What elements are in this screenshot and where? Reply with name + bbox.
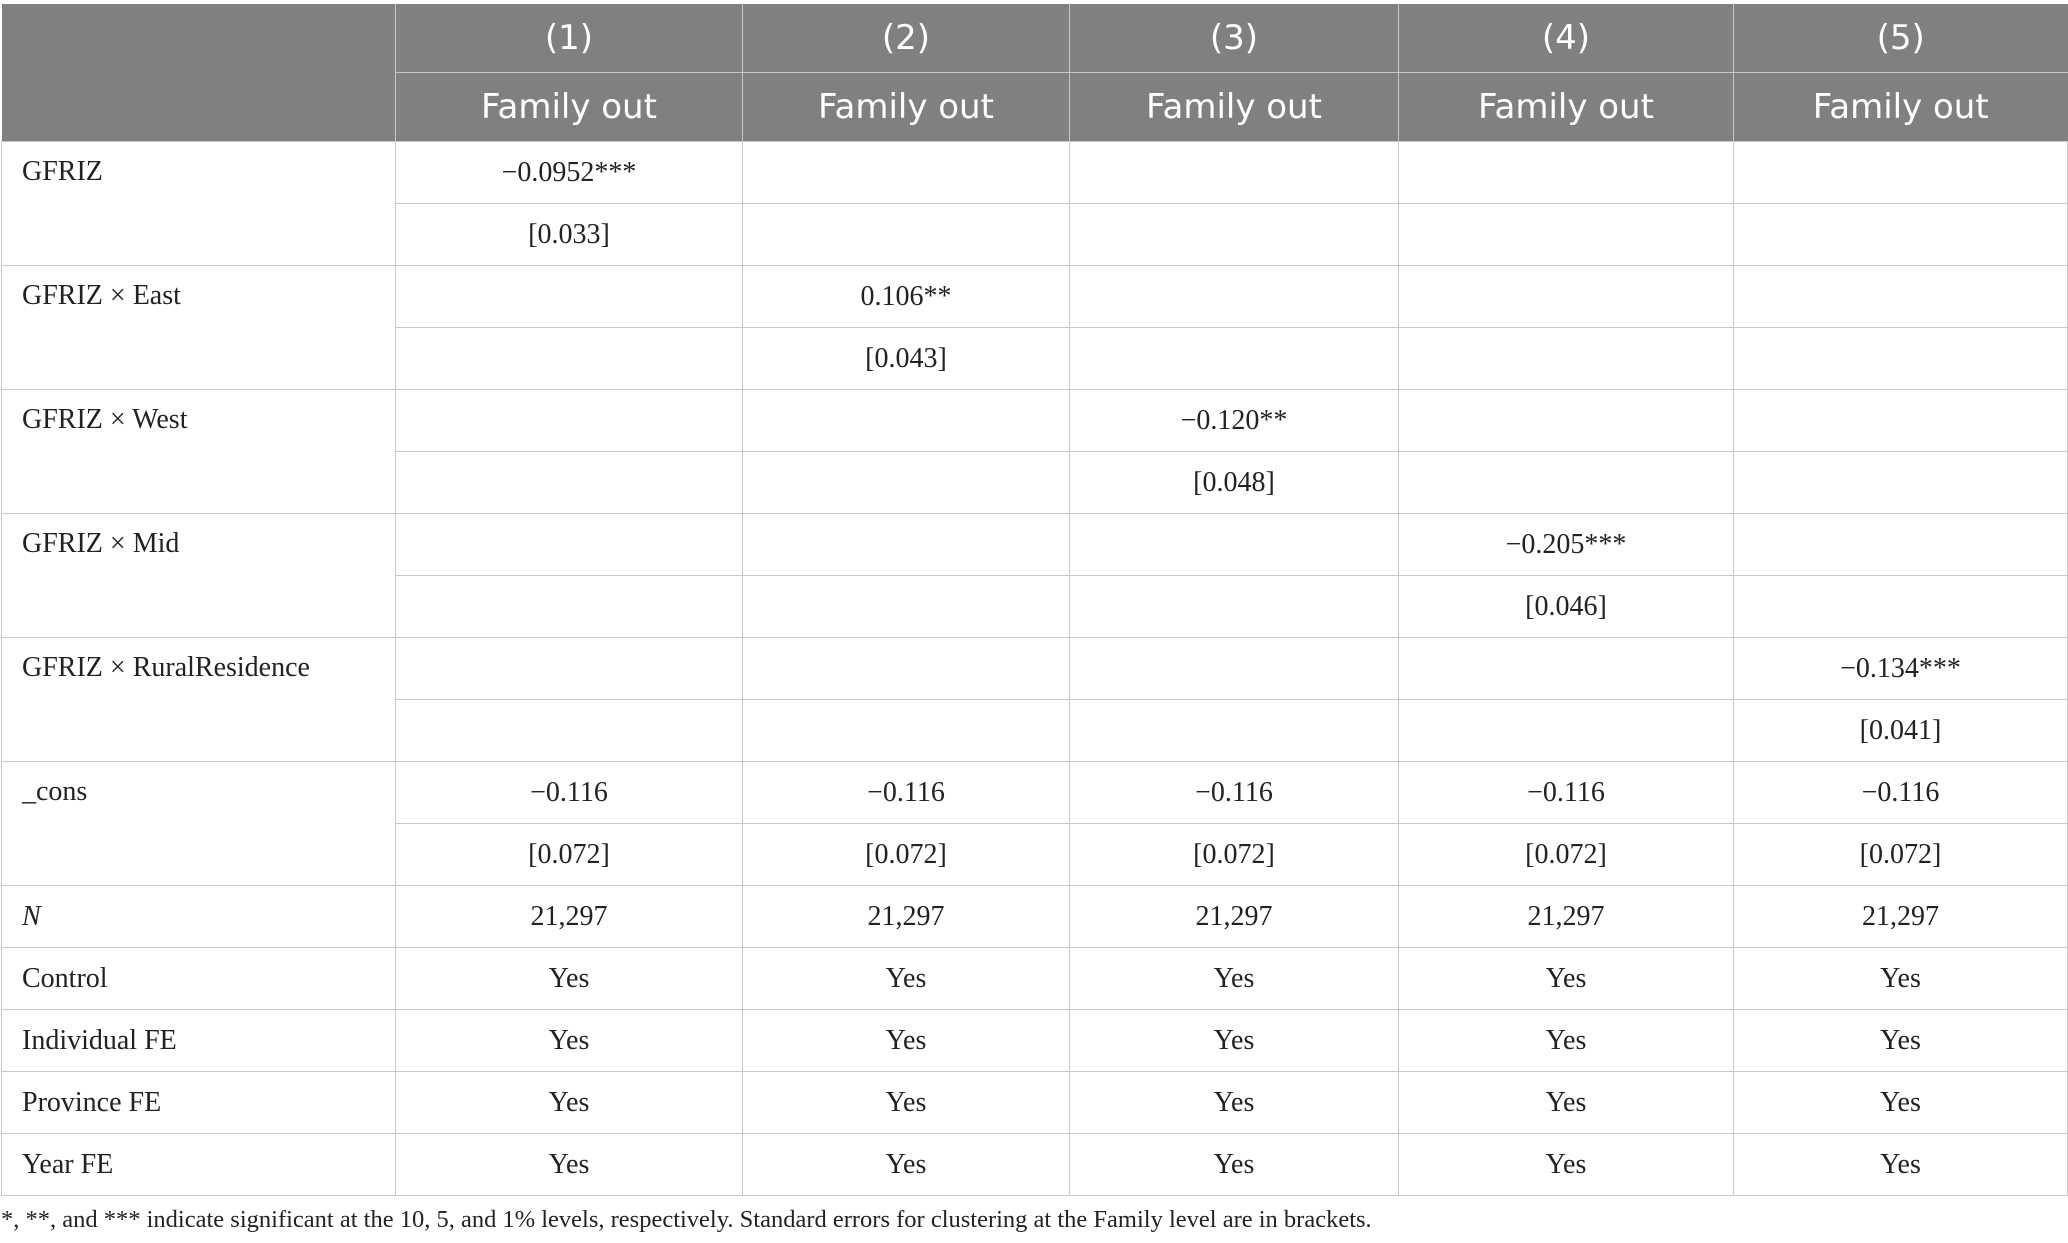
dependent-variable-3: Family out [1070, 73, 1399, 142]
stat-cell: Yes [396, 948, 743, 1010]
stat-row-control [2, 948, 2068, 1010]
stat-cell: Yes [1070, 1134, 1399, 1196]
se-cell: [0.041] [1734, 700, 2068, 762]
coef-row [2, 142, 2068, 204]
stat-cell: Yes [743, 1010, 1070, 1072]
coef-cell [743, 514, 1070, 576]
coef-cell: −0.116 [743, 762, 1070, 824]
column-number-1: (1) [396, 4, 743, 73]
coef-cell: −0.0952*** [396, 142, 743, 204]
se-cell: [0.048] [1070, 452, 1399, 514]
stat-cell: Yes [743, 948, 1070, 1010]
stat-cell: 21,297 [1399, 886, 1734, 948]
table-body [2, 142, 2068, 1196]
coef-cell [1399, 638, 1734, 700]
coef-cell: −0.116 [396, 762, 743, 824]
stat-row-province-fe [2, 1072, 2068, 1134]
se-cell [1734, 452, 2068, 514]
coef-cell [1734, 390, 2068, 452]
coef-cell [743, 142, 1070, 204]
stat-row-individual-fe [2, 1010, 2068, 1072]
stat-row-n [2, 886, 2068, 948]
se-cell [1399, 700, 1734, 762]
row-label: Individual FE [2, 1010, 396, 1072]
stat-cell: Yes [743, 1072, 1070, 1134]
coef-cell [396, 514, 743, 576]
coef-cell: −0.116 [1399, 762, 1734, 824]
stat-cell: Yes [1399, 1134, 1734, 1196]
coef-row [2, 638, 2068, 700]
row-label: Province FE [2, 1072, 396, 1134]
coef-cell [1399, 390, 1734, 452]
stat-cell: Yes [1399, 1010, 1734, 1072]
header-row-column-numbers [2, 4, 2068, 73]
stat-cell: Yes [1734, 948, 2068, 1010]
stat-cell: Yes [396, 1072, 743, 1134]
column-number-2: (2) [743, 4, 1070, 73]
se-cell [743, 204, 1070, 266]
coef-row [2, 762, 2068, 824]
row-label: GFRIZ × RuralResidence [2, 638, 396, 762]
se-cell [1070, 576, 1399, 638]
coef-cell: 0.106** [743, 266, 1070, 328]
row-label: GFRIZ × Mid [2, 514, 396, 638]
coef-cell [1734, 142, 2068, 204]
coef-cell [743, 390, 1070, 452]
row-label: Control [2, 948, 396, 1010]
coef-cell [1070, 638, 1399, 700]
se-cell: [0.043] [743, 328, 1070, 390]
stat-cell: 21,297 [1734, 886, 2068, 948]
coef-cell [396, 638, 743, 700]
regression-table-figure [0, 4, 2068, 1234]
coef-cell [1070, 266, 1399, 328]
stat-cell: Yes [396, 1134, 743, 1196]
stat-cell: Yes [1070, 948, 1399, 1010]
se-cell [1734, 204, 2068, 266]
se-cell: [0.072] [743, 824, 1070, 886]
se-cell [1734, 328, 2068, 390]
coef-cell: −0.134*** [1734, 638, 2068, 700]
row-label: GFRIZ × West [2, 390, 396, 514]
coef-cell: −0.205*** [1399, 514, 1734, 576]
stat-cell: Yes [1070, 1072, 1399, 1134]
coef-row [2, 266, 2068, 328]
stat-cell: 21,297 [743, 886, 1070, 948]
dependent-variable-1: Family out [396, 73, 743, 142]
stat-cell: Yes [1734, 1134, 2068, 1196]
coef-cell [743, 638, 1070, 700]
stat-cell: Yes [1734, 1072, 2068, 1134]
se-cell: [0.072] [1734, 824, 2068, 886]
dependent-variable-2: Family out [743, 73, 1070, 142]
column-number-4: (4) [1399, 4, 1734, 73]
column-number-3: (3) [1070, 4, 1399, 73]
coef-cell [396, 266, 743, 328]
se-cell [1070, 328, 1399, 390]
coef-cell [1070, 142, 1399, 204]
coef-cell [1070, 514, 1399, 576]
dependent-variable-4: Family out [1399, 73, 1734, 142]
coef-cell: −0.120** [1070, 390, 1399, 452]
n-label: N [22, 900, 41, 932]
row-label: Year FE [2, 1134, 396, 1196]
se-cell [396, 328, 743, 390]
coef-cell [1399, 142, 1734, 204]
row-label [2, 886, 396, 948]
se-cell [396, 700, 743, 762]
row-label: GFRIZ × East [2, 266, 396, 390]
table-footnote: *, **, and *** indicate significant at the 10, 5, and 1% levels, respectively. Standard errors for clustering at the Family level are in brackets. [1, 1206, 1372, 1233]
se-cell [1734, 576, 2068, 638]
coef-row [2, 390, 2068, 452]
se-cell [1399, 452, 1734, 514]
se-cell [396, 452, 743, 514]
se-cell [396, 576, 743, 638]
stat-cell: 21,297 [1070, 886, 1399, 948]
stat-cell: Yes [1399, 1072, 1734, 1134]
stat-cell: Yes [396, 1010, 743, 1072]
coef-cell [1734, 266, 2068, 328]
se-cell [743, 452, 1070, 514]
se-cell [1399, 328, 1734, 390]
regression-table [1, 4, 2068, 1196]
dependent-variable-5: Family out [1734, 73, 2068, 142]
coef-cell [396, 390, 743, 452]
se-cell [1399, 204, 1734, 266]
se-cell [1070, 700, 1399, 762]
se-cell: [0.033] [396, 204, 743, 266]
se-cell: [0.072] [396, 824, 743, 886]
coef-cell: −0.116 [1734, 762, 2068, 824]
se-cell [1070, 204, 1399, 266]
stat-cell: Yes [743, 1134, 1070, 1196]
coef-cell [1734, 514, 2068, 576]
se-cell: [0.072] [1399, 824, 1734, 886]
se-cell: [0.072] [1070, 824, 1399, 886]
stat-row-year-fe [2, 1134, 2068, 1196]
se-cell: [0.046] [1399, 576, 1734, 638]
se-cell [743, 576, 1070, 638]
column-number-5: (5) [1734, 4, 2068, 73]
se-cell [743, 700, 1070, 762]
stat-cell: Yes [1734, 1010, 2068, 1072]
stat-cell: Yes [1070, 1010, 1399, 1072]
stat-cell: 21,297 [396, 886, 743, 948]
stat-cell: Yes [1399, 948, 1734, 1010]
table-header [2, 4, 2068, 142]
coef-cell [1399, 266, 1734, 328]
header-corner-cell [2, 4, 396, 142]
row-label: GFRIZ [2, 142, 396, 266]
row-label: _cons [2, 762, 396, 886]
coef-row [2, 514, 2068, 576]
coef-cell: −0.116 [1070, 762, 1399, 824]
